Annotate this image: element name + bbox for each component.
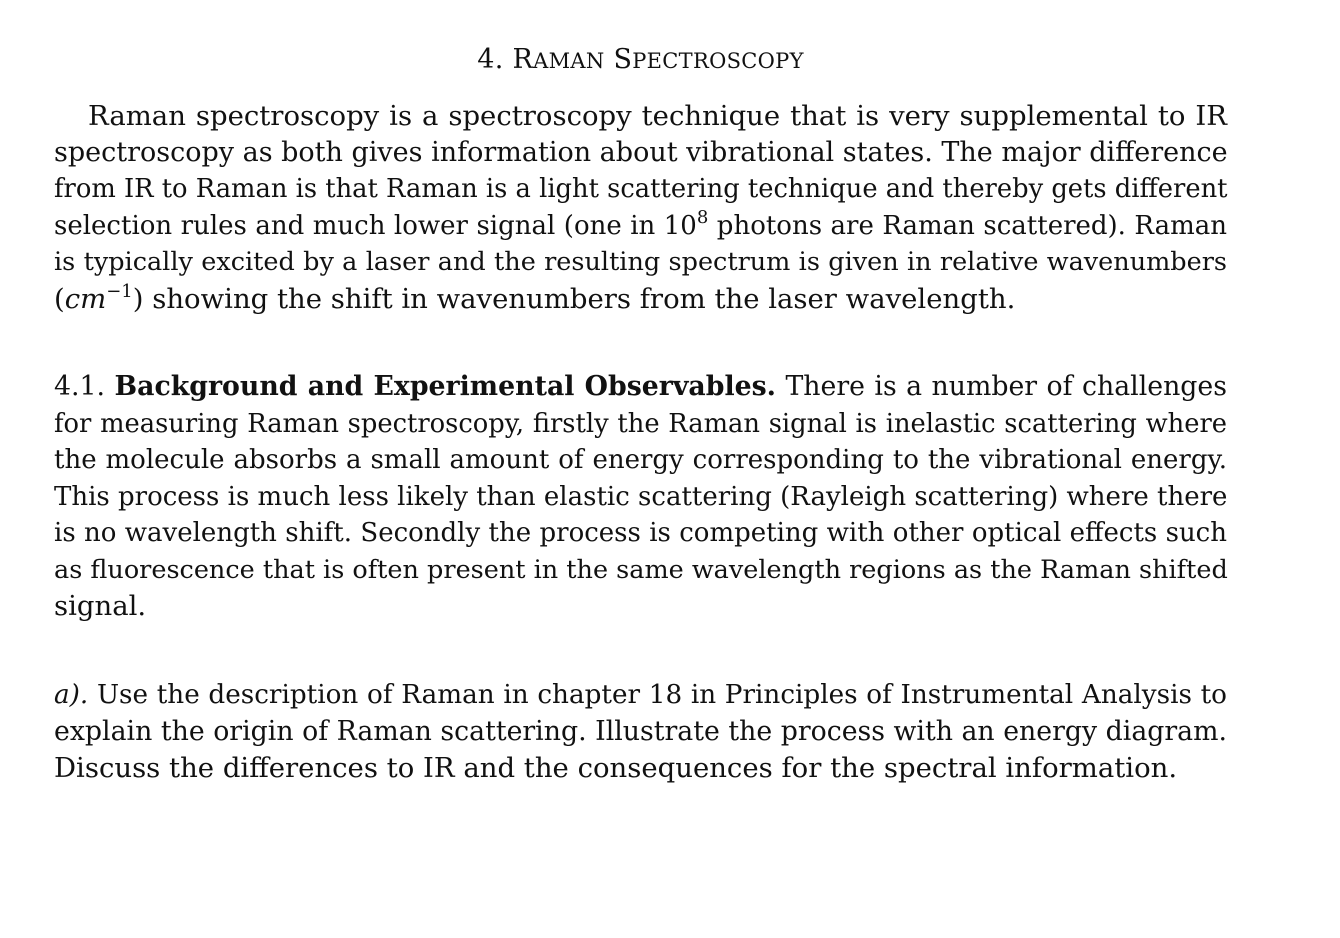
intro-line-4-pre: selection rules and much lower signal (one in 10 <box>54 210 697 241</box>
subsection-line-1 <box>54 369 1227 406</box>
intro-line-4-post: photons are Raman scattered). Raman <box>708 210 1228 241</box>
subsection-line-3: the molecule absorbs a small amount of energy corresponding to the vibrational energy. <box>54 445 1227 475</box>
intro-line-6-open: ( <box>54 282 65 315</box>
intro-line-5: is typically excited by a laser and the resulting spectrum is given in relative wavenumbers <box>54 247 1227 277</box>
exponent-minus-one: −1 <box>106 280 133 302</box>
section-number: 4. <box>477 44 504 75</box>
question-line-1-rest: Use the description of Raman in chapter 18 in Principles of Instrumental Analysis to <box>96 680 1227 710</box>
question-line-2: explain the origin of Raman scattering. Illustrate the process with an energy diagram. <box>54 715 1227 747</box>
intro-line-6-post: ) showing the shift in wavenumbers from the laser wavelength. <box>132 282 1016 315</box>
intro-line-1: Raman spectroscopy is a spectroscopy technique that is very supplemental to IR <box>88 100 1227 132</box>
title-cap-r: R <box>512 44 534 75</box>
subsection-line-2: for measuring Raman spectroscopy, firstly the Raman signal is inelastic scattering where <box>54 408 1227 439</box>
intro-line-4 <box>54 208 1227 245</box>
question-line-3: Discuss the differences to IR and the consequences for the spectral information. <box>54 752 1178 784</box>
exponent-8: 8 <box>696 206 709 228</box>
unit-cm: cm <box>64 282 107 315</box>
question-paragraph <box>54 677 1227 787</box>
subsection-line-5: is no wavelength shift. Secondly the process is competing with other optical effects such <box>54 518 1227 548</box>
title-cap-s: S <box>613 44 633 75</box>
subsection-line-6: as fluorescence that is often present in the same wavelength regions as the Raman shifted <box>54 554 1228 585</box>
question-line-1 <box>54 677 1227 714</box>
intro-line-3: from IR to Raman is that Raman is a light scattering technique and thereby gets different <box>54 174 1228 204</box>
section-title <box>54 42 1227 79</box>
intro-paragraph <box>54 98 1227 317</box>
intro-line-2: spectroscopy as both gives information about vibrational states. The major difference <box>54 136 1228 168</box>
subsection-line-7: signal. <box>54 590 147 622</box>
subsection-line-4: This process is much less likely than elastic scattering (Rayleigh scattering) where there <box>54 481 1228 512</box>
subsection-number: 4.1. <box>54 371 106 402</box>
title-rest-pectroscopy: PECTROSCOPY <box>632 49 804 73</box>
intro-line-6 <box>54 281 1227 318</box>
subsection-heading: Background and Experimental Observables. <box>114 371 776 402</box>
subsection-paragraph <box>54 369 1227 625</box>
title-rest-aman: AMAN <box>533 49 605 73</box>
subsection-line-1-rest: There is a number of challenges <box>785 371 1227 402</box>
question-label: a). <box>54 680 89 710</box>
